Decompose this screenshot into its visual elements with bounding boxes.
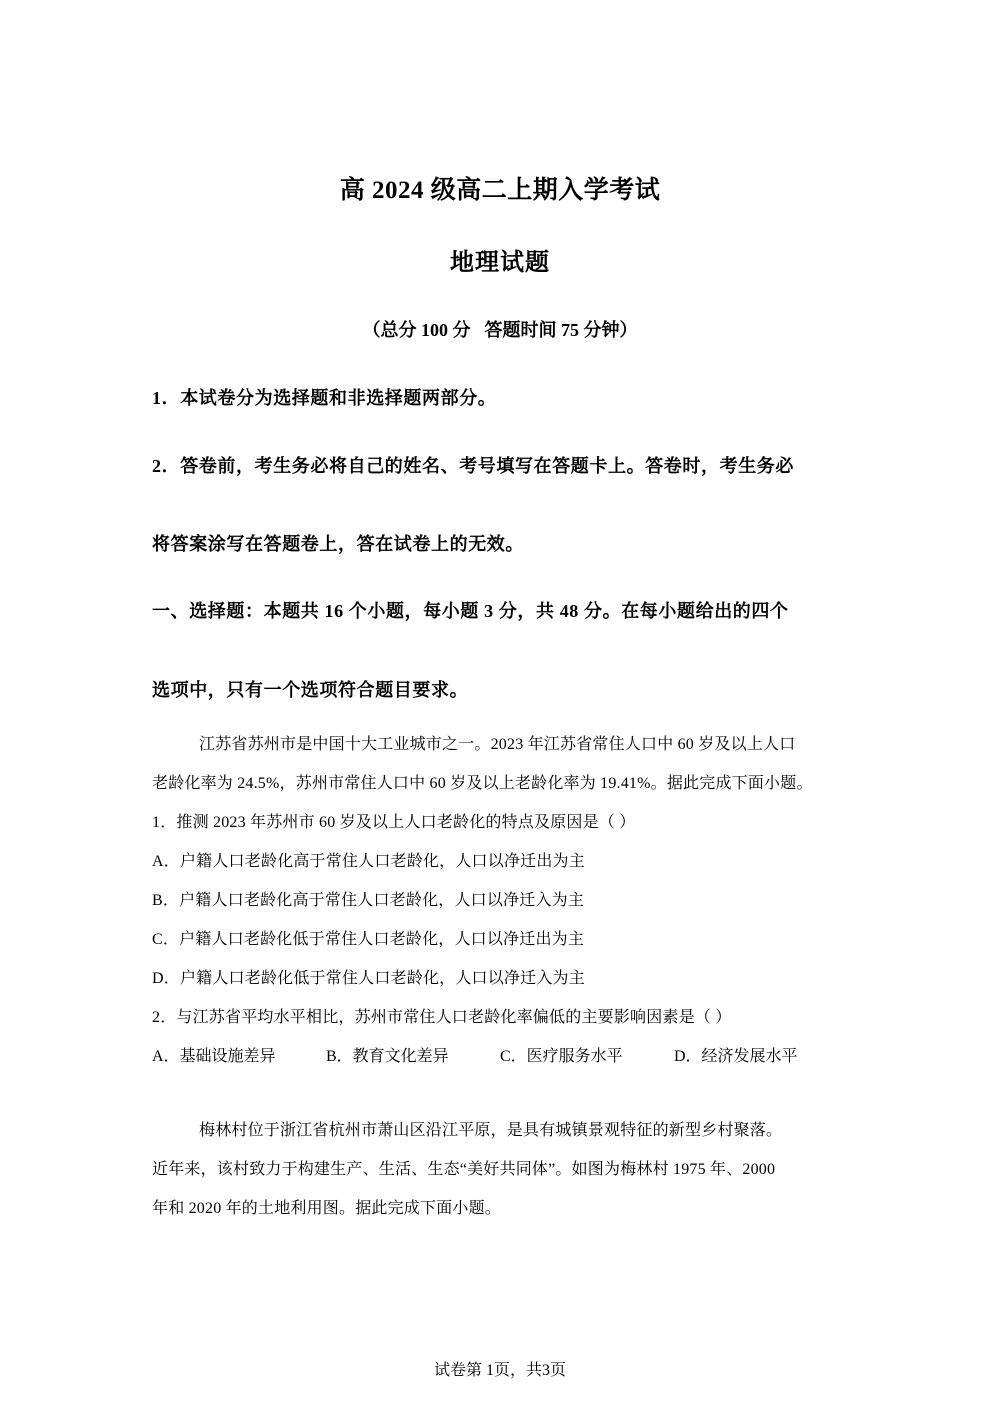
instruction-2-line-1: 2．答卷前，考生务必将自己的姓名、考号填写在答题卡上。答卷时，考生务必 (152, 456, 794, 476)
section-heading-line-1: 一、选择题：本题共 16 个小题，每小题 3 分，共 48 分。在每小题给出的四个 (152, 601, 789, 621)
question-2-option-c: C．医疗服务水平 (500, 1048, 623, 1065)
exam-meta (0, 316, 1000, 342)
section-heading-line-2: 选项中，只有一个选项符合题目要求。 (152, 680, 469, 700)
passage-2-line-2: 近年来，该村致力于构建生产、生活、生态“美好共同体”。如图为梅林村 1975 年、2000 (152, 1161, 776, 1178)
passage-2-line-3: 年和 2020 年的土地利用图。据此完成下面小题。 (152, 1200, 502, 1217)
question-2-option-b: B．教育文化差异 (326, 1048, 449, 1065)
question-1-option-b: B．户籍人口老龄化高于常住人口老龄化，人口以净迁入为主 (152, 892, 585, 909)
question-2-options (152, 1043, 798, 1066)
exam-title: 高 2024 级高二上期入学考试 (339, 177, 661, 204)
passage-1-line-1: 江苏省苏州市是中国十大工业城市之一。2023 年江苏省常住人口中 60 岁及以上人口 (199, 736, 796, 753)
passage-2-line-1: 梅林村位于浙江省杭州市萧山区沿江平原，是具有城镇景观特征的新型乡村聚落。 (199, 1122, 783, 1139)
question-2-option-d: D．经济发展水平 (674, 1048, 798, 1065)
passage-1-line-2: 老龄化率为 24.5%，苏州市常住人口中 60 岁及以上老龄化率为 19.41%。据此完成下面小题。 (152, 775, 813, 792)
exam-subtitle: 地理试题 (450, 250, 550, 276)
instruction-1: 1．本试卷分为选择题和非选择题两部分。 (152, 388, 497, 408)
question-2-stem: 2．与江苏省平均水平相比，苏州市常住人口老龄化率偏低的主要影响因素是（ ） (152, 1009, 732, 1026)
question-1-stem: 1．推测 2023 年苏州市 60 岁及以上人口老龄化的特点及原因是（ ） (152, 814, 636, 831)
instruction-2-line-2: 将答案涂写在答题卷上，答在试卷上的无效。 (152, 534, 524, 554)
question-1-option-d: D．户籍人口老龄化低于常住人口老龄化，人口以净迁入为主 (152, 970, 585, 987)
question-1-option-a: A．户籍人口老龄化高于常住人口老龄化，人口以净迁出为主 (152, 853, 585, 870)
question-2-option-a: A．基础设施差异 (152, 1048, 276, 1065)
question-1-option-c: C．户籍人口老龄化低于常住人口老龄化，人口以净迁出为主 (152, 931, 585, 948)
total-score: （总分 100 分 (362, 320, 471, 340)
time-limit: 答题时间 75 分钟） (484, 320, 638, 340)
page-footer: 试卷第 1页，共3页 (433, 1362, 566, 1379)
